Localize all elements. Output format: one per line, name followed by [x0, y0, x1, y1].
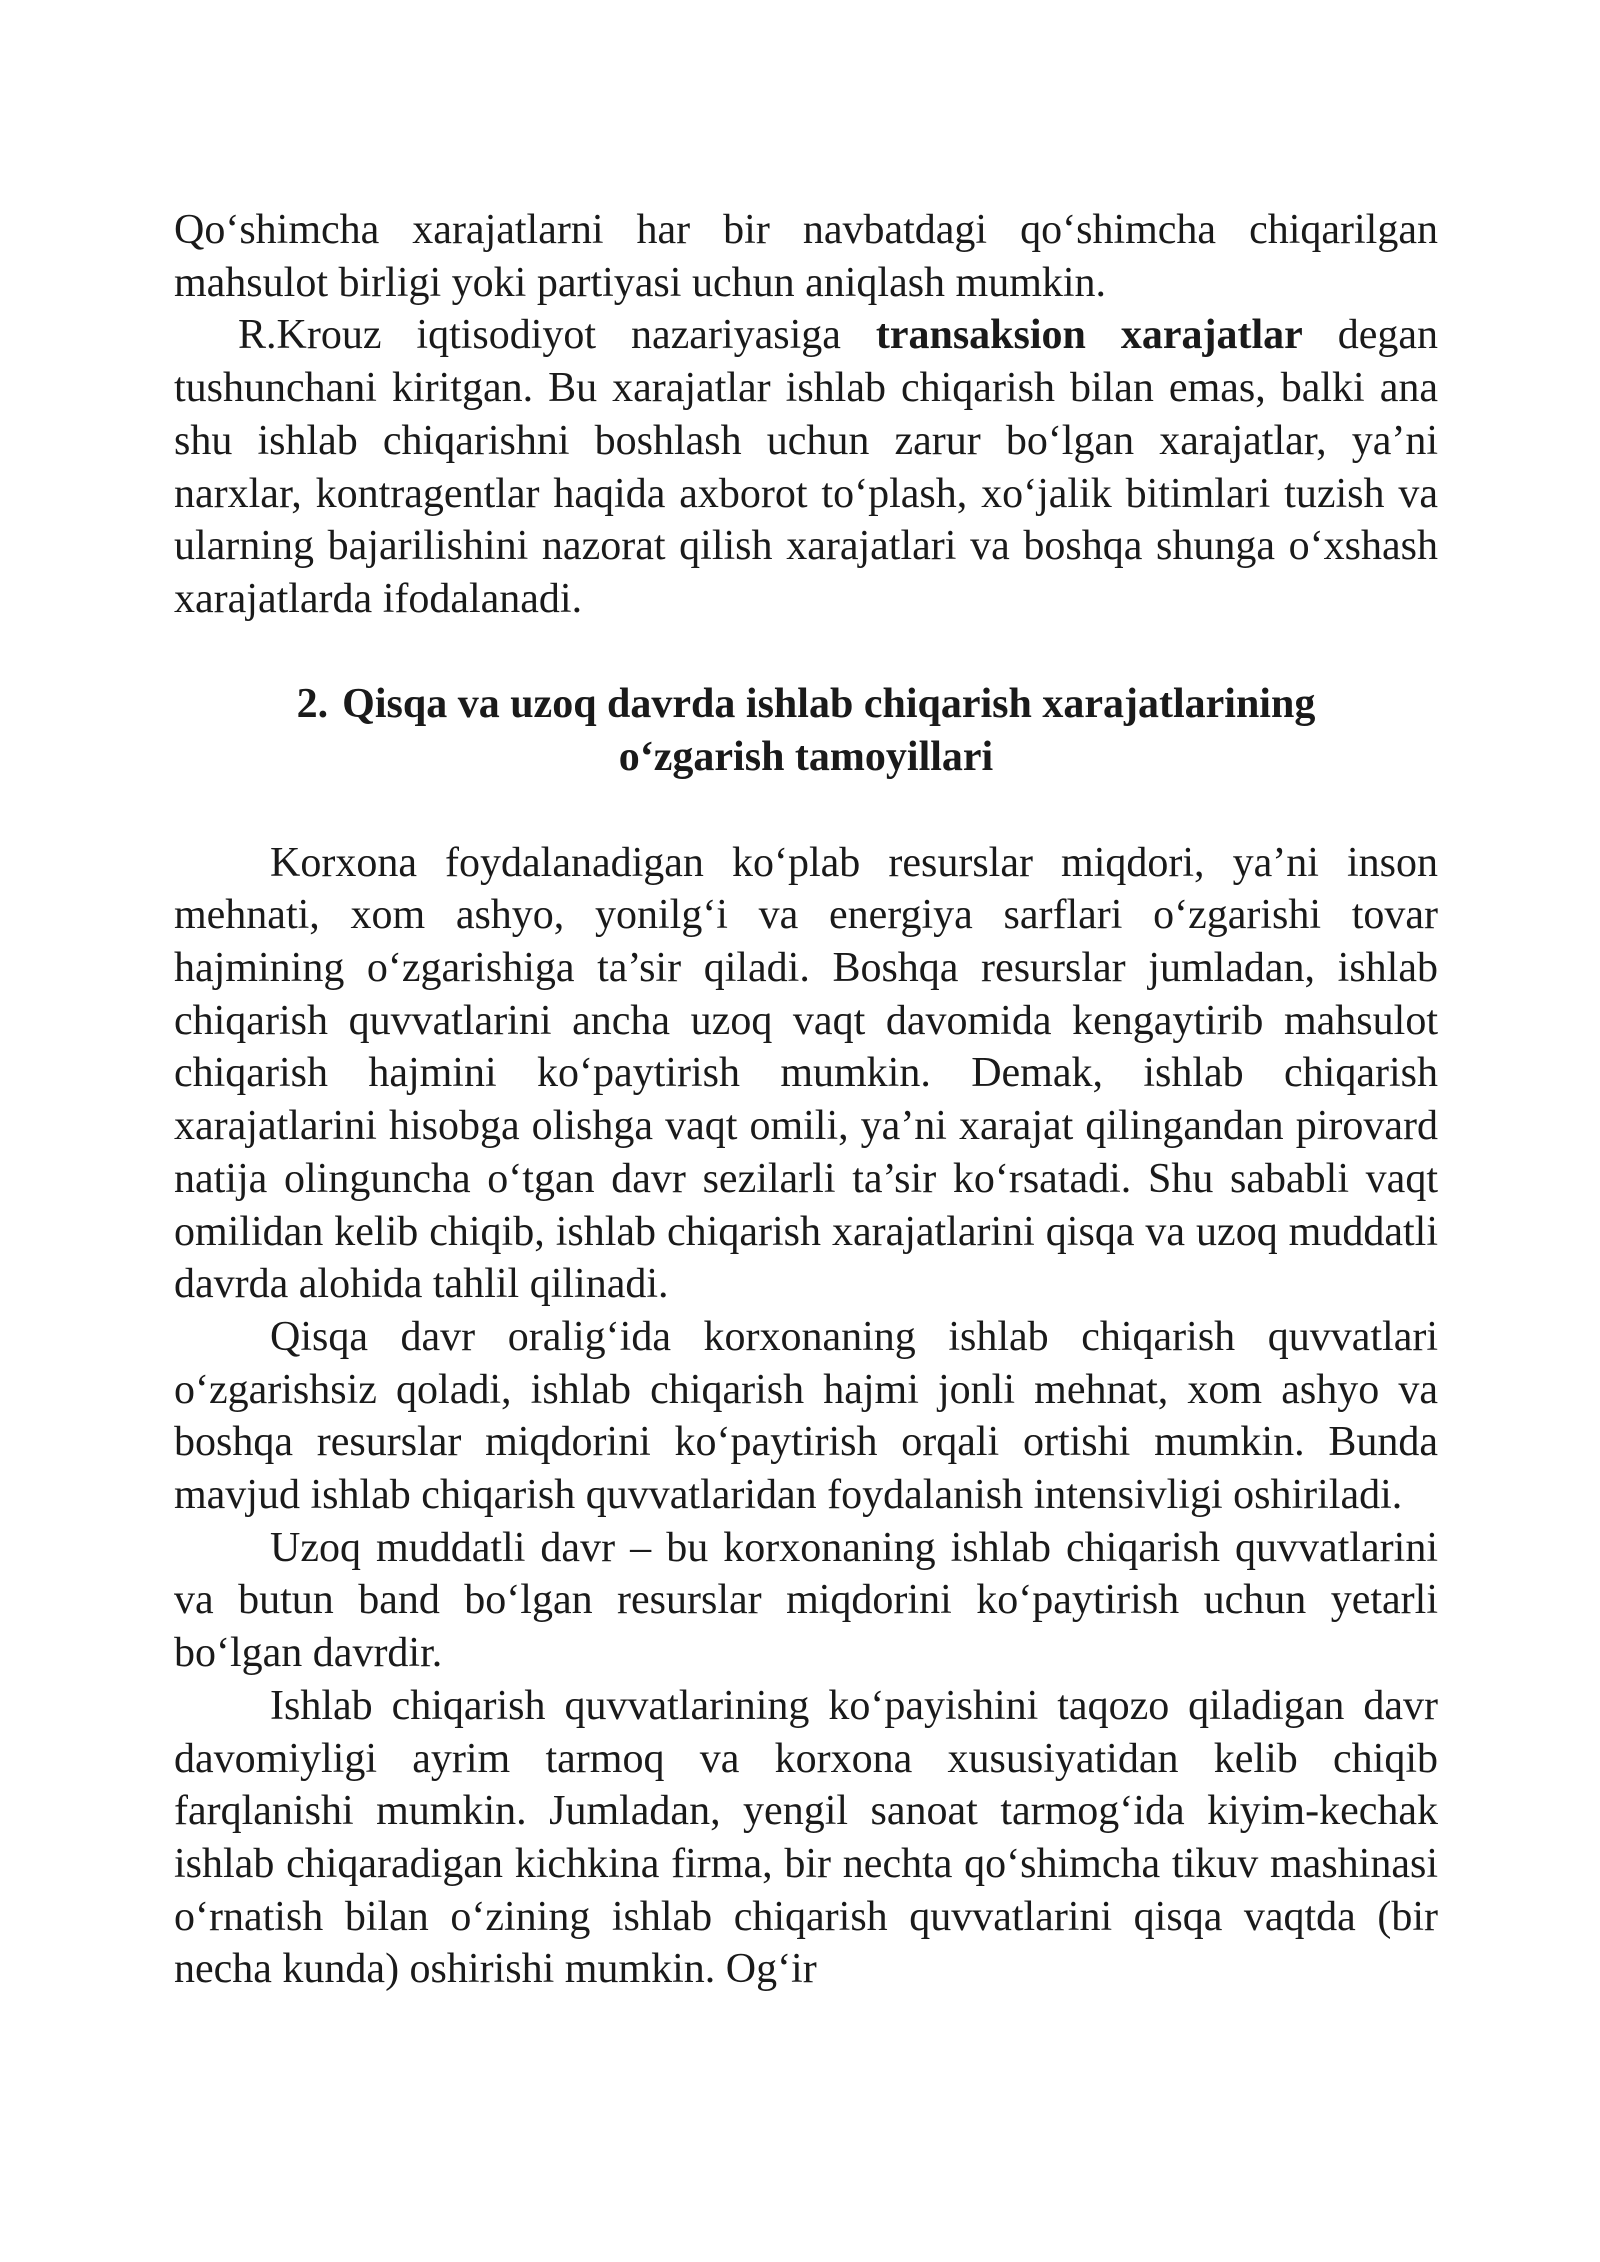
section-heading [174, 678, 1438, 784]
page-content [174, 204, 1438, 1996]
paragraph-5: Uzoq muddatli davr – bu korxonaning ishlab chiqarish quvvatlarini va butun band bo‘lgan resurslar miqdorini ko‘paytirish uchun yetarli bo‘lgan davrdir. [174, 1524, 1438, 1677]
paragraph-3: Korxona foydalanadigan ko‘plab resurslar miqdori, ya’ni inson mehnati, xom ashyo, yonilg‘i va energiya sarflari o‘zgarishi tovar hajmining o‘zgarishiga ta’sir qiladi. Boshqa resurslar jumladan, ishlab chiqarish quvvatlarini ancha uzoq vaqt davomida kengaytirib mahsulot chiqarish hajmini ko‘paytirish mumkin. Demak, ishlab chiqarish xarajatlarini hisobga olishga vaqt omili, ya’ni xarajat qilingandan pirovard natija olinguncha o‘tgan davr sezilarli ta’sir ko‘rsatadi. Shu sababli vaqt omilidan kelib chiqib, ishlab chiqarish xarajatlarini qisqa va uzoq muddatli davrda alohida tahlil qilinadi. [174, 839, 1438, 1308]
paragraph-6: Ishlab chiqarish quvvatlarining ko‘payishini taqozo qiladigan davr davomiyligi ayrim tarmoq va korxona xususiyatidan kelib chiqib farqlanishi mumkin. Jumladan, yengil sanoat tarmog‘ida kiyim-kechak ishlab chiqaradigan kichkina firma, bir nechta qo‘shimcha tikuv mashinasi o‘rnatish bilan o‘zining ishlab chiqarish quvvatlarini qisqa vaqtda (bir necha kunda) oshirishi mumkin. Og‘ir [174, 1682, 1438, 1993]
section-heading-line-2: o‘zgarish tamoyillari [618, 733, 994, 780]
section-heading-line-1 [174, 678, 1438, 731]
term-transaksion-xarajatlar: transaksion xarajatlar [875, 312, 1303, 359]
paragraph-2-lead: R.Krouz iqtisodiyot nazariyasiga [238, 312, 876, 359]
section-title-line-1: Qisqa va uzoq davrda ishlab chiqarish xarajatlarining [342, 680, 1316, 727]
paragraph-2 [174, 309, 1438, 625]
section-number: 2. [296, 680, 329, 727]
paragraph-4: Qisqa davr oralig‘ida korxonaning ishlab chiqarish quvvatlari o‘zgarishsiz qoladi, ishlab chiqarish hajmi jonli mehnat, xom ashyo va boshqa resurslar miqdorini ko‘paytirish orqali ortishi mumkin. Bunda mavjud ishlab chiqarish quvvatlaridan foydalanish intensivligi oshiriladi. [174, 1313, 1438, 1519]
paragraph-1: Qo‘shimcha xarajatlarni har bir navbatdagi qo‘shimcha chiqarilgan mahsulot birligi yoki partiyasi uchun aniqlash mumkin. [174, 207, 1438, 306]
paragraph-2-rest: degan tushunchani kiritgan. Bu xarajatlar ishlab chiqarish bilan emas, balki ana shu ishlab chiqarishni boshlash uchun zarur bo‘lgan xarajatlar, ya’ni narxlar, kontragentlar haqida axborot to‘plash, xo‘jalik bitimlari tuzish va ularning bajarilishini nazorat qilish xarajatlari va boshqa shunga o‘xshash xarajatlarda ifodalanadi. [174, 312, 1438, 622]
